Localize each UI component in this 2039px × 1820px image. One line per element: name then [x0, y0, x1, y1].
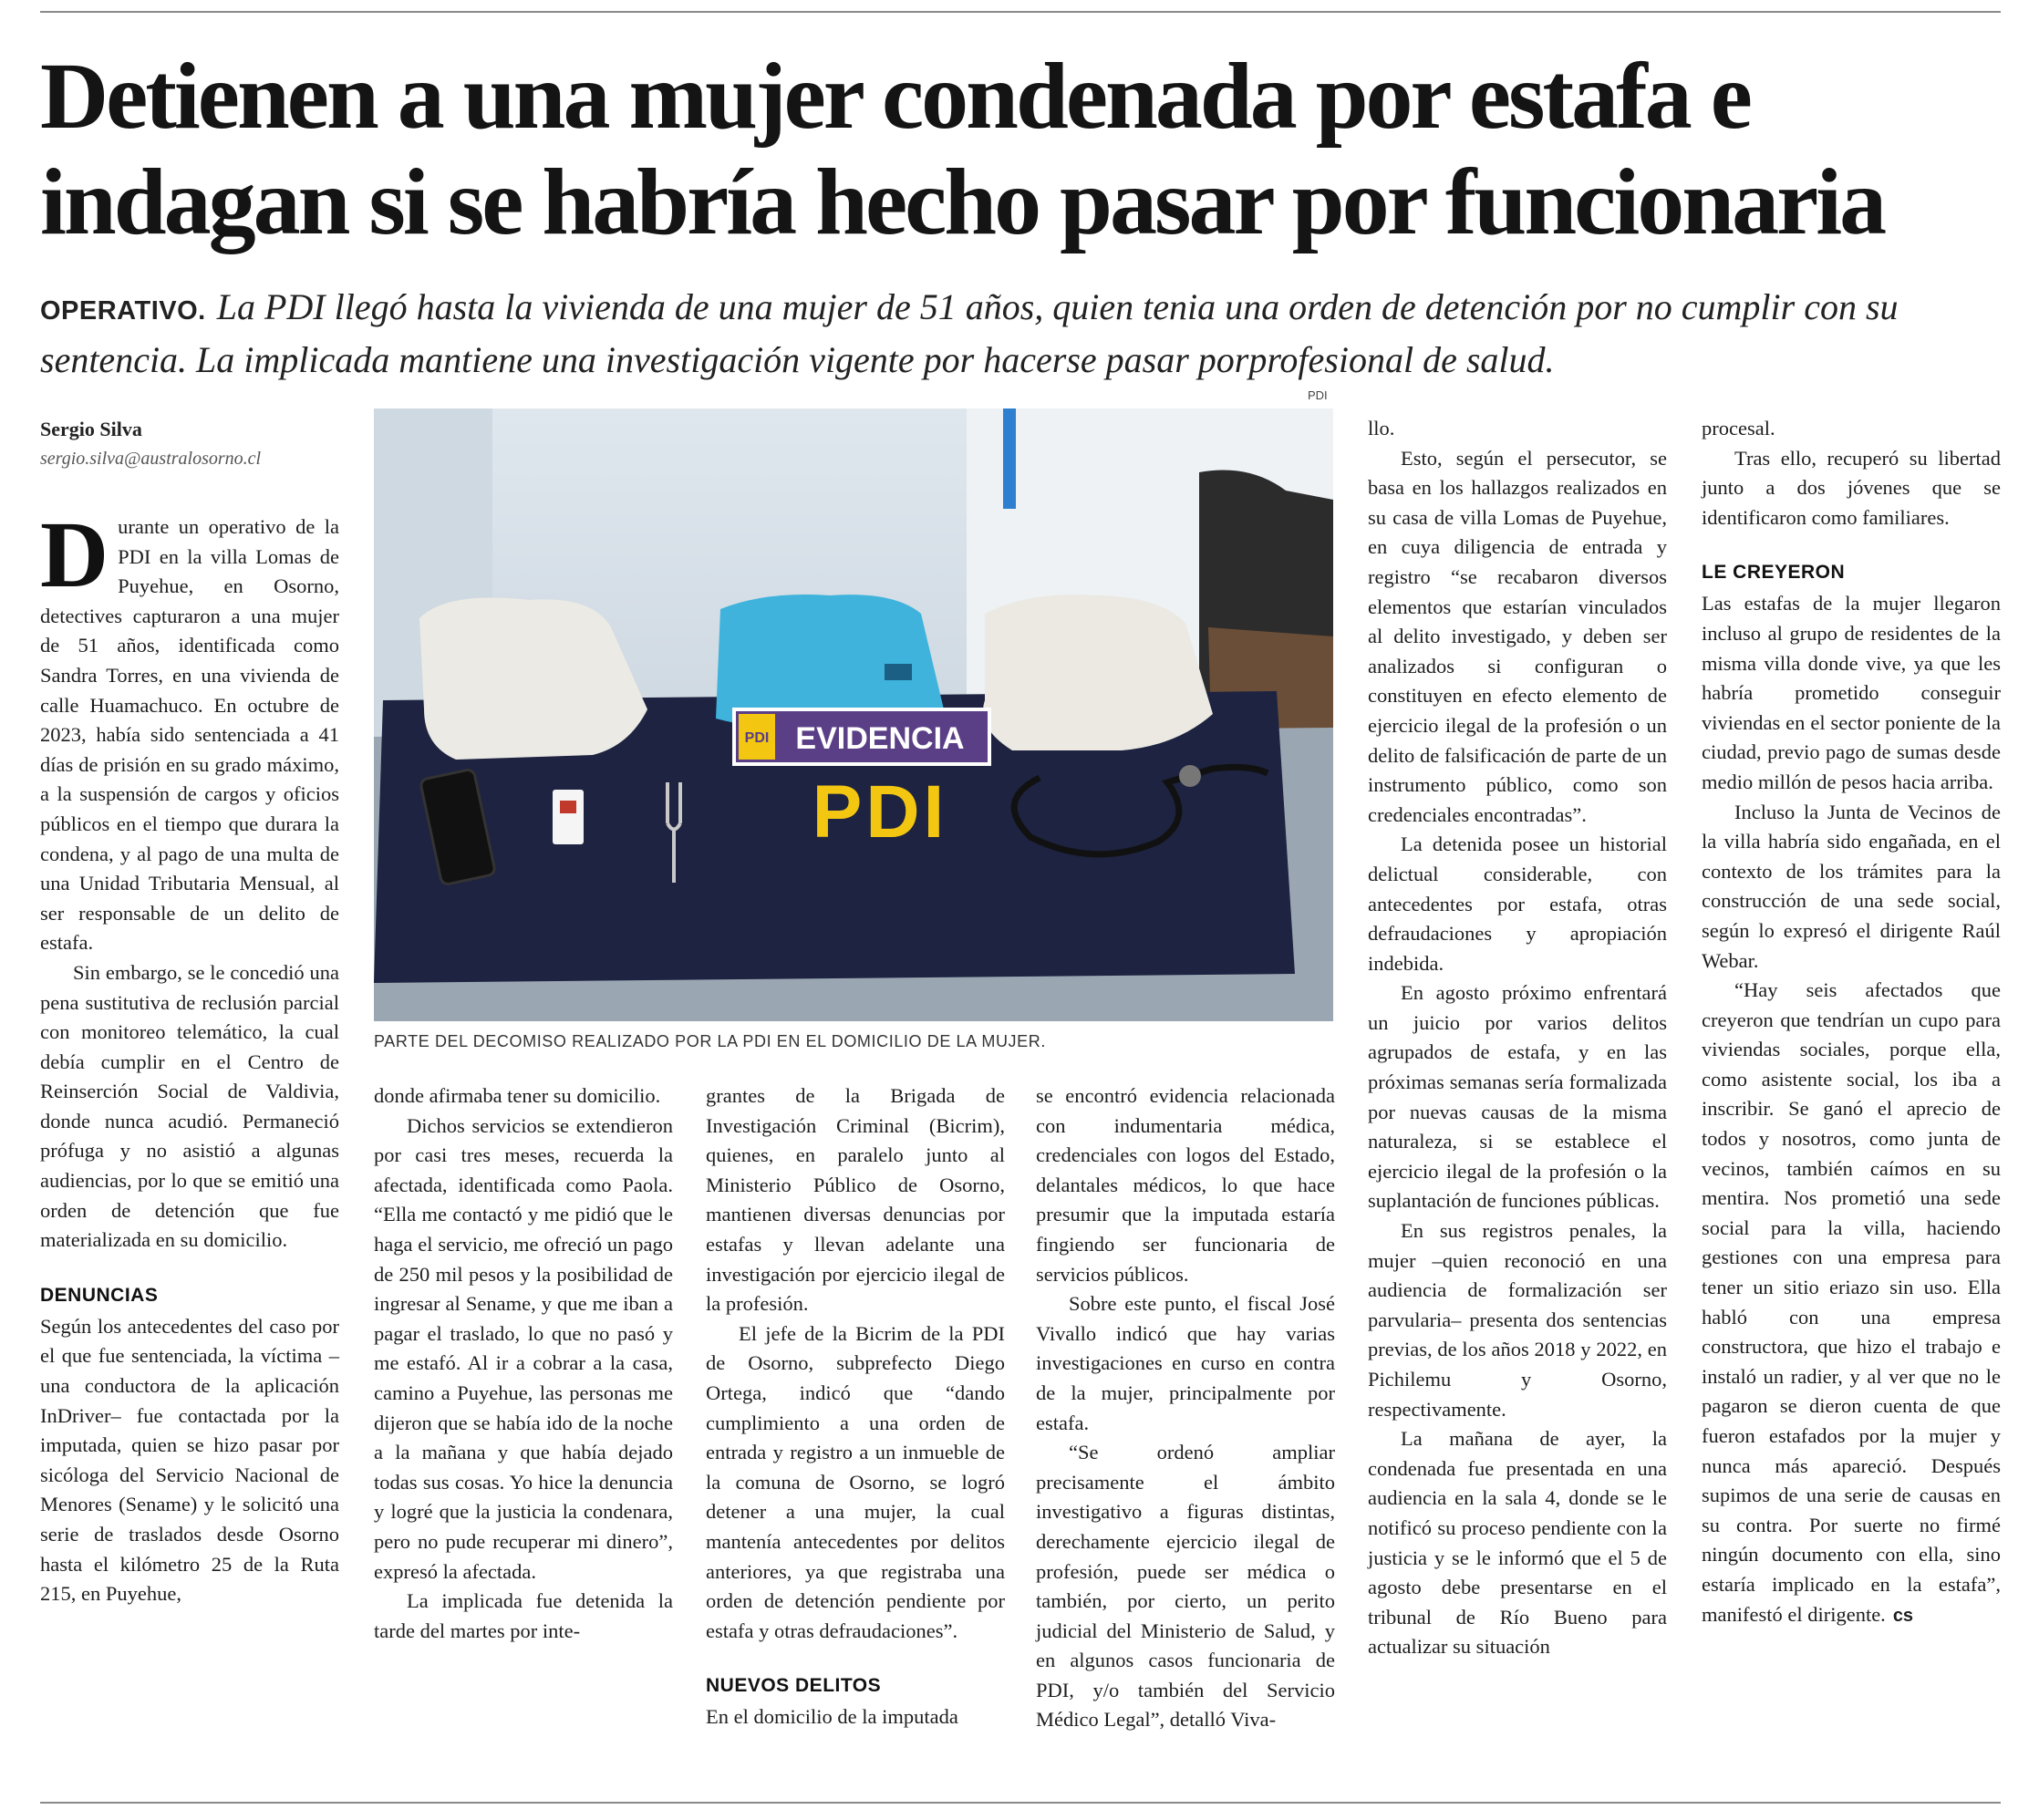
end-of-article-mark: cs [1892, 1605, 1914, 1626]
photo-caption: PARTE DEL DECOMISO REALIZADO POR LA PDI EN EL DOMICILIO DE LA MUJER. [374, 1032, 1046, 1050]
body-paragraph: La detenida posee un historial delictual considerable, con antecedentes por estafa, otras defraudaciones y apropiación indebida. [1368, 832, 1667, 975]
subhead-nuevos-delitos: NUEVOS DELITOS [706, 1675, 882, 1697]
drop-cap: D [40, 502, 109, 607]
body-paragraph: “Se ordenó ampliar precisamente el ámbito investigativo a figuras distintas, derechamente ejercicio ilegal de profesión, puede ser médica o también, por cierto, un perito judicial del Ministerio de Salud, y en algunos casos funcionaria de PDI, y/o también del Servicio Médico Legal”, detalló Viva- [1036, 1441, 1335, 1732]
photo-credit: PDI [1308, 388, 1328, 402]
article-column-5 [1368, 414, 1667, 1662]
body-paragraph: procesal. [1702, 417, 1775, 439]
byline-email-link[interactable]: sergio.silva@australosorno.cl [40, 449, 262, 469]
body-paragraph: En sus registros penales, la mujer –quien reconoció en una audiencia de formalización ser parvularia– presenta dos sentencias previas, de los años 2018 y 2022, en Pichilemu y Osorno, respectivamente. [1368, 1219, 1667, 1421]
body-paragraph: Sobre este punto, el fiscal José Vivallo indicó que hay varias investigaciones en curso en contra de la mujer, principalmente por estafa. [1036, 1292, 1335, 1434]
body-paragraph: llo. [1368, 417, 1395, 439]
evidence-badge-label: EVIDENCIA [795, 721, 965, 756]
body-paragraph: La implicada fue detenida la tarde del martes por inte- [374, 1589, 673, 1642]
body-paragraph: donde afirmaba tener su domicilio. [374, 1084, 661, 1107]
scrubs-badge [885, 664, 912, 680]
article-column-1 [40, 502, 339, 1609]
body-paragraph: En agosto próximo enfrentará un juicio por varios delitos agrupados de estafa, y en las próximas semanas sería formalizada por nuevas causas de la misma naturaleza, si se establece el ejercicio ilegal de la profesión o la suplantación de funciones públicas. [1368, 981, 1667, 1213]
article-column-6 [1702, 414, 2001, 1630]
id-card-photo [560, 801, 576, 813]
evidence-photo-illustration [374, 408, 1333, 1021]
body-paragraph: La mañana de ayer, la condenada fue presentada en una audiencia en la sala 4, donde se le notificó su proceso pendiente con la justicia y se le informó que el 5 de agosto debe presentarse en el tribunal de Río Bueno para actualizar su situación [1368, 1427, 1667, 1659]
id-card [553, 790, 584, 844]
byline-author: Sergio Silva [40, 418, 142, 440]
body-paragraph: se encontró evidencia relacionada con indumentaria médica, credenciales con logos del Estado, delantales médicos, lo que hace presumir que la imputada estaría fingiendo ser funcionaria de servicios públicos. [1036, 1084, 1335, 1286]
lead-paragraph: Durante un operativo de la PDI en la villa Lomas de Puyehue, en Osorno, detectives capturaron a una mujer de 51 años, identificada como Sandra Torres, en una vivienda de calle Huamachuco. En octubre de 2023, había sido sentenciada a 41 días de prisión en su grado máximo, a la suspensión de cargos y oficios públicos en el tiempo que durara la condena, y al pago de una multa de una Unidad Tributaria Mensual, al ser responsable de un delito de estafa. [40, 502, 339, 955]
body-paragraph: Dichos servicios se extendieron por casi tres meses, recuerda la afectada, identificada como Paola. “Ella me contactó y me pidió que le haga el servicio, me ofreció un pago de 250 mil pesos y la posibilidad de ingresar al Sename, y que me iban a pagar el traslado, lo que no pasó y me estafó. Al ir a cobrar a la casa, camino a Puyehue, las personas me dijeron que se había ido de la noche a la mañana y que había dejado todas sus cosas. Yo hice la denuncia y logré que la justicia la condenara, pero no pude recuperar mi dinero”, expresó la afectada. [374, 1113, 673, 1583]
body-paragraph: grantes de la Brigada de Investigación Criminal (Bicrim), quienes, en paralelo junto al Ministerio Público de Osorno, mantienen diversas denuncias por estafas y llevan adelante una investigación por ejercicio ilegal de la profesión. [706, 1084, 1005, 1316]
subhead-le-creyeron: LE CREYERON [1702, 562, 1846, 584]
body-paragraph: En el domicilio de la imputada [706, 1705, 958, 1729]
body-paragraph: Tras ello, recuperó su libertad junto a dos jóvenes que se identificaron como familiares. [1702, 446, 2001, 529]
subhead-denuncias: DENUNCIAS [40, 1284, 159, 1306]
body-paragraph: Sin embargo, se le concedió una pena sustitutiva de reclusión parcial con monitoreo telemático, la cual debía cumplir en el Centro de Reinserción Social de Valdivia, donde nunca acudió. Permaneció prófuga y no asistió a algunas audiencias, por lo que se emitió una orden de detención que fue materializada en su domicilio. [40, 960, 339, 1252]
top-rule [40, 11, 2001, 13]
blue-tape [1003, 408, 1016, 509]
article-column-4 [1036, 1081, 1335, 1735]
body-paragraph: Incluso la Junta de Vecinos de la villa habría sido engañada, en el contexto de los trámites para la construcción de una sede social, según lo expresó el dirigente Raúl Webar. [1702, 800, 2001, 972]
stethoscope-chestpiece [1179, 765, 1201, 787]
deck-kicker: OPERATIVO. [40, 296, 206, 326]
body-paragraph: “Hay seis afectados que creyeron que tendrían un cupo para viviendas sociales, porque ella, como asistente social, los iba a inscribir. Se ganó el aprecio de todos y nosotros, como junta de vecinos, también caímos en su mentira. Nos prometió una sede social para la villa, haciendo gestiones con una empresa para tener un sitio eriazo sin uso. Ella habló con una empresa constructora, que hizo el trabajo e instaló un radier, y al ver que no le pagaron se dieron cuenta de que fueron estafados por la mujer y nunca más apareció. Después supimos de una serie de causas en su contra. Por suerte no firmé ningún documento con ella, sino estaría implicado en la estafa”, manifestó el dirigente. cs [1702, 978, 2001, 1626]
article-column-3 [706, 1081, 1005, 1732]
bottom-rule [40, 1802, 2001, 1804]
pdi-logo-text: PDI [812, 770, 948, 853]
body-paragraph: Según los antecedentes del caso por el que fue sentenciada, la víctima –una conductora de la aplicación InDriver– fue contactada por la imputada, quien se hizo pasar por sicóloga del Servicio Nacional de Menores (Sename) y le solicitó una serie de traslados desde Osorno hasta el kilómetro 25 de la Ruta 215, en Puyehue, [40, 1314, 339, 1606]
evidence-photo [374, 408, 1333, 1021]
headline-line-2: indagan si se habría hecho pasar por funcionaria [40, 150, 1885, 254]
body-paragraph: Esto, según el persecutor, se basa en los hallazgos realizados en su casa de villa Lomas de Puyehue, en cuya diligencia de entrada y registro “se recabaron diversos elementos que estarían vinculados al delito investigado, y deben ser analizados si configuran o constituyen en efecto elemento de ejercicio ilegal de la profesión o un delito de falsificación de parte de un instrumento público, como son credenciales encontradas”. [1368, 446, 1667, 826]
deck [40, 283, 2010, 385]
article-column-2 [374, 1081, 673, 1646]
deck-text: La PDI llegó hasta la vivienda de una mujer de 51 años, quien tenia una orden de detención por no cumplir con su sentencia. La implicada mantiene una investigación vigente por hacerse pasar porprofesional de salud. [40, 286, 1899, 380]
headline-line-1: Detienen a una mujer condenada por estafa e [40, 44, 1750, 149]
body-paragraph: El jefe de la Bicrim de la PDI de Osorno, subprefecto Diego Ortega, indicó que “dando cumplimiento a una orden de entrada y registro a un inmueble de la comuna de Osorno, se logró detener a una mujer, la cual mantenía antecedentes por delitos anteriores, ya que registraba una orden de detención pendiente por estafa y otras defraudaciones”. [706, 1321, 1005, 1642]
headline [40, 44, 2010, 255]
body-paragraph: Las estafas de la mujer llegaron incluso al grupo de residentes de la misma villa donde vive, ya que les habría prometido conseguir viviendas en el sector poniente de la ciudad, previo pago de sumas desde medio millón de pesos hacia arriba. [1702, 592, 2001, 793]
white-coat-right [983, 595, 1213, 750]
evidence-badge-small-label: PDI [744, 730, 770, 746]
